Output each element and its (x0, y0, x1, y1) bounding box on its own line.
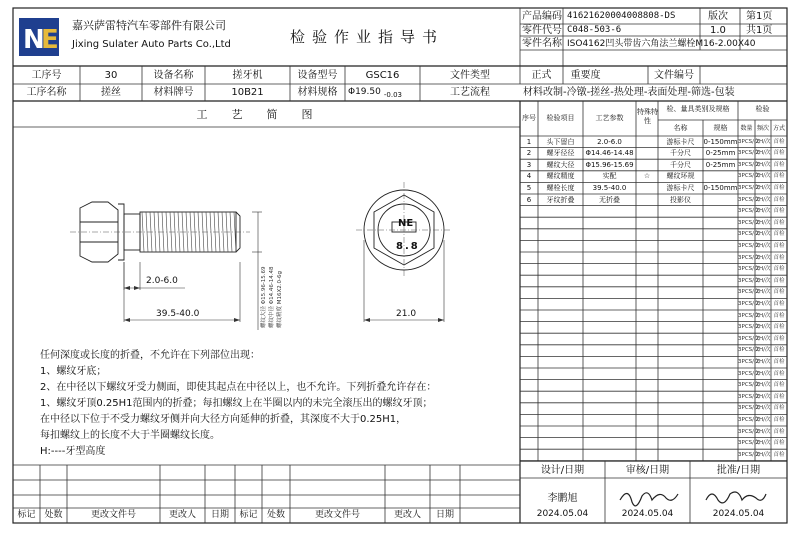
version-page: 第1页 (746, 11, 773, 22)
approve-date: 2024.05.04 (712, 509, 765, 519)
part-name-label: 零件名称 (522, 38, 562, 49)
cell-tool-name: 游标卡尺 (666, 183, 695, 192)
cell-qty: 3PCS/次 (738, 254, 760, 261)
cell-method: 首检 (773, 416, 785, 423)
cell-method: 首检 (773, 335, 785, 342)
cell-freq: 2H/次 (755, 370, 771, 377)
cell-tool-name: 投影仪 (670, 195, 691, 204)
cell-method: 首检 (773, 312, 785, 319)
col-method: 方式 (772, 125, 785, 132)
head-mark-top: NE (398, 218, 414, 229)
cell-freq: 2H/次 (755, 219, 771, 226)
cell-seq: 6 (526, 195, 532, 204)
info-k1: 工序号 (31, 70, 62, 81)
cell-freq: 2H/次 (755, 347, 771, 354)
product-code-label: 产品编码 (522, 11, 562, 22)
svg-text:N: N (23, 25, 45, 55)
cell-param: 39.5-40.0 (592, 183, 627, 192)
revision-header: 日期 (210, 510, 229, 520)
cell-method: 首检 (773, 440, 785, 447)
cell-method: 首检 (773, 208, 785, 215)
design-label: 设计/日期 (540, 465, 585, 476)
cell-qty: 3PCS/次 (738, 184, 760, 191)
dim-length: 39.5-40.0 (156, 309, 200, 319)
revision-header: 日期 (435, 510, 454, 520)
cell-freq: 2H/次 (755, 440, 771, 447)
material-spec-tolerance: -0.03 (383, 91, 402, 99)
cell-qty: 3PCS/次 (738, 277, 760, 284)
cell-qty: 3PCS/次 (738, 370, 760, 377)
company-name-en: Jixing Sulater Auto Parts Co.,Ltd (72, 39, 231, 50)
cell-seq: 3 (526, 160, 532, 169)
info-k4: 文件类型 (450, 70, 490, 81)
design-date: 2024.05.04 (536, 509, 589, 519)
col-insp: 检验 (755, 105, 770, 113)
cell-tool-name: 螺纹环规 (666, 172, 695, 181)
cell-qty: 3PCS/次 (738, 289, 760, 296)
col-qty: 数量 (740, 125, 753, 132)
col-special: 特殊特性 (637, 108, 658, 125)
revision-header: 更改人 (393, 510, 421, 520)
cell-param: 实配 (602, 172, 617, 181)
info-v2-row2: 10B21 (231, 87, 264, 98)
cell-method: 首检 (773, 150, 785, 157)
cell-qty: 3PCS/次 (738, 416, 760, 423)
cell-freq: 2H/次 (755, 428, 771, 435)
cell-freq: 2H/次 (755, 196, 771, 203)
cell-qty: 3PCS/次 (738, 312, 760, 319)
cell-item: 螺纹精度 (546, 172, 575, 181)
cell-special: ☆ (643, 172, 651, 181)
info-k1-row2: 工序名称 (26, 87, 67, 98)
cell-qty: 3PCS/次 (738, 451, 760, 458)
cell-method: 首检 (773, 254, 785, 261)
cell-method: 首检 (773, 358, 785, 365)
cell-tool-spec: 0-150mm (703, 183, 738, 192)
version-number: 1.0 (710, 25, 726, 36)
head-mark-bottom: 8.8 (396, 241, 420, 252)
cell-method: 首检 (773, 173, 785, 180)
cell-freq: 2H/次 (755, 150, 771, 157)
dim-across-flats: 21.0 (396, 309, 417, 319)
cell-qty: 3PCS/次 (738, 440, 760, 447)
part-no-label: 零件代号 (522, 25, 562, 36)
info-k3-row2: 材料规格 (297, 87, 338, 98)
cell-item: 螺牙径径 (546, 149, 575, 158)
cell-method: 首检 (773, 382, 785, 389)
cell-seq: 2 (526, 149, 532, 158)
cell-qty: 3PCS/次 (738, 324, 760, 331)
cell-freq: 2H/次 (755, 173, 771, 180)
cell-method: 首检 (773, 451, 785, 458)
info-k6: 文件编号 (654, 70, 694, 81)
cell-freq: 2H/次 (755, 184, 771, 191)
cell-param: Φ14.46-14.48 (585, 149, 634, 158)
cell-seq: 4 (526, 172, 532, 181)
approve-label: 批准/日期 (716, 465, 761, 476)
cell-method: 首检 (773, 277, 785, 284)
svg-text:E: E (41, 25, 59, 55)
cell-freq: 2H/次 (755, 358, 771, 365)
cell-method: 首检 (773, 161, 785, 168)
cell-method: 首检 (773, 370, 785, 377)
cell-tool-spec: 0-150mm (703, 137, 738, 146)
cell-tool-name: 千分尺 (670, 149, 691, 158)
thread-note-3: 螺纹精度 M16X2.0-6g (277, 271, 283, 328)
cell-tool-spec: 0-25mm (705, 149, 736, 158)
product-code: 41621620004008808-DS (567, 11, 676, 21)
cell-qty: 3PCS/次 (738, 173, 760, 180)
company-name-cn: 嘉兴萨雷特汽车零部件有限公司 (72, 19, 226, 32)
info-k2: 设备名称 (153, 70, 194, 81)
cell-qty: 3PCS/次 (738, 382, 760, 389)
cell-qty: 3PCS/次 (738, 150, 760, 157)
review-date: 2024.05.04 (621, 509, 674, 519)
drawing-title: 工艺简图 (196, 108, 337, 121)
revision-header: 标记 (239, 510, 258, 520)
cell-method: 首检 (773, 138, 785, 145)
cell-qty: 3PCS/次 (738, 231, 760, 238)
part-name: ISO4162凹头带齿六角法兰螺栓M16-2.00X40 (567, 39, 756, 49)
note-line: 2、在中径以下螺纹牙受力侧面，即使其起点在中径以上，也不允许。下列折叠允许存在： (40, 382, 437, 393)
thread-note-2: 螺纹中径 Φ14.46-14.48 (269, 266, 275, 328)
cell-tool-spec: 0-25mm (705, 160, 736, 169)
cell-freq: 2H/次 (755, 324, 771, 331)
col-seq: 序号 (522, 114, 536, 122)
cell-method: 首检 (773, 300, 785, 307)
cell-method: 首检 (773, 393, 785, 400)
cell-freq: 2H/次 (755, 393, 771, 400)
cell-item: 螺栓长度 (546, 183, 575, 192)
cell-seq: 5 (526, 183, 532, 192)
revision-header: 更改文件号 (90, 510, 136, 520)
cell-method: 首检 (773, 289, 785, 296)
cell-param: 2.0-6.0 (597, 137, 622, 146)
material-spec: Φ19.50 (348, 87, 381, 97)
info-v1: 30 (104, 70, 118, 81)
revision-header: 标记 (17, 510, 36, 520)
cell-freq: 2H/次 (755, 289, 771, 296)
cell-qty: 3PCS/次 (738, 405, 760, 412)
note-line: 1、螺纹牙顶0.25H1范围内的折叠；每扣螺纹上在半圈以内的未完全滚压出的螺纹牙顶； (40, 398, 433, 409)
cell-method: 首检 (773, 405, 785, 412)
cell-qty: 3PCS/次 (738, 161, 760, 168)
info-k4-row2: 工艺流程 (450, 87, 490, 98)
cell-tool-name: 千分尺 (670, 160, 691, 169)
cell-item: 头下留白 (546, 137, 575, 146)
cell-qty: 3PCS/次 (738, 196, 760, 203)
note-line: 1、螺纹牙底； (40, 366, 107, 377)
dim-underhead: 2.0-6.0 (146, 276, 178, 286)
cell-method: 首检 (773, 219, 785, 226)
cell-method: 首检 (773, 266, 785, 273)
col-tools: 检、量具类别及规格 (666, 105, 730, 113)
cell-qty: 3PCS/次 (738, 335, 760, 342)
note-line: 任何深度或长度的折叠，不允许在下列部位出现： (40, 350, 260, 361)
version-label: 版次 (708, 11, 728, 22)
info-v4: 正式 (531, 70, 552, 81)
info-v3: GSC16 (365, 70, 400, 81)
part-no: C048-503-6 (567, 25, 622, 35)
cell-method: 首检 (773, 347, 785, 354)
cell-qty: 3PCS/次 (738, 242, 760, 249)
page-title: 检验作业指导书 (290, 28, 445, 46)
cell-method: 首检 (773, 428, 785, 435)
thread-note-1: 螺纹大径 Φ15.96-15.69 (261, 266, 267, 328)
cell-method: 首检 (773, 196, 785, 203)
cell-qty: 3PCS/次 (738, 428, 760, 435)
cell-param: 无折叠 (599, 195, 620, 204)
cell-freq: 2H/次 (755, 277, 771, 284)
cell-qty: 3PCS/次 (738, 393, 760, 400)
cell-freq: 2H/次 (755, 242, 771, 249)
cell-seq: 1 (526, 137, 532, 146)
cell-qty: 3PCS/次 (738, 347, 760, 354)
cell-method: 首检 (773, 184, 785, 191)
cell-qty: 3PCS/次 (738, 208, 760, 215)
cell-freq: 2H/次 (755, 231, 771, 238)
col-item: 检验项目 (546, 114, 575, 122)
cell-item: 牙纹折叠 (546, 195, 575, 204)
approve-signature (706, 492, 766, 503)
revision-header: 更改文件号 (314, 510, 360, 520)
cell-qty: 3PCS/次 (738, 300, 760, 307)
cell-freq: 2H/次 (755, 300, 771, 307)
cell-qty: 3PCS/次 (738, 266, 760, 273)
info-v1-row2: 搓丝 (101, 87, 121, 98)
note-line: 每扣螺纹上的长度不大于半圈螺纹长度。 (40, 430, 220, 441)
review-signature (620, 493, 678, 506)
revision-header: 处数 (266, 510, 285, 520)
cell-qty: 3PCS/次 (738, 219, 760, 226)
cell-freq: 2H/次 (755, 335, 771, 342)
col-spec: 规格 (713, 124, 728, 132)
review-label: 审核/日期 (625, 465, 670, 476)
cell-qty: 3PCS/次 (738, 138, 760, 145)
note-line: H:----牙型高度 (40, 446, 106, 457)
process-flow: 材料改制-冷镦-搓丝-热处理-表面处理-筛选-包装 (523, 87, 735, 98)
cell-method: 首检 (773, 242, 785, 249)
cell-tool-name: 游标卡尺 (666, 137, 695, 146)
cell-method: 首检 (773, 231, 785, 238)
info-k5: 重要度 (570, 70, 601, 81)
total-pages: 共1页 (746, 25, 773, 36)
designer-name: 李鹏旭 (547, 493, 578, 504)
cell-item: 螺纹大径 (546, 160, 575, 169)
note-line: 在中径以下位于不受力螺纹牙侧并向大径方向延伸的折叠，其深度不大于0.25H1， (40, 414, 407, 425)
cell-qty: 3PCS/次 (738, 358, 760, 365)
info-k3: 设备型号 (297, 70, 338, 81)
cell-freq: 2H/次 (755, 382, 771, 389)
cell-freq: 2H/次 (755, 312, 771, 319)
cell-freq: 2H/次 (755, 416, 771, 423)
cell-freq: 2H/次 (755, 161, 771, 168)
cell-freq: 2H/次 (755, 208, 771, 215)
revision-header: 处数 (44, 510, 63, 520)
info-v2: 搓牙机 (232, 70, 263, 81)
revision-header: 更改人 (168, 510, 196, 520)
col-name: 名称 (673, 124, 688, 132)
cell-freq: 2H/次 (755, 266, 771, 273)
cell-freq: 2H/次 (755, 254, 771, 261)
col-freq: 频次 (756, 125, 769, 132)
cell-freq: 2H/次 (755, 405, 771, 412)
cell-freq: 2H/次 (755, 138, 771, 145)
cell-param: Φ15.96-15.69 (585, 160, 634, 169)
info-k2-row2: 材料牌号 (153, 87, 194, 98)
cell-method: 首检 (773, 324, 785, 331)
cell-freq: 2H/次 (755, 451, 771, 458)
col-param: 工艺参数 (595, 114, 624, 122)
